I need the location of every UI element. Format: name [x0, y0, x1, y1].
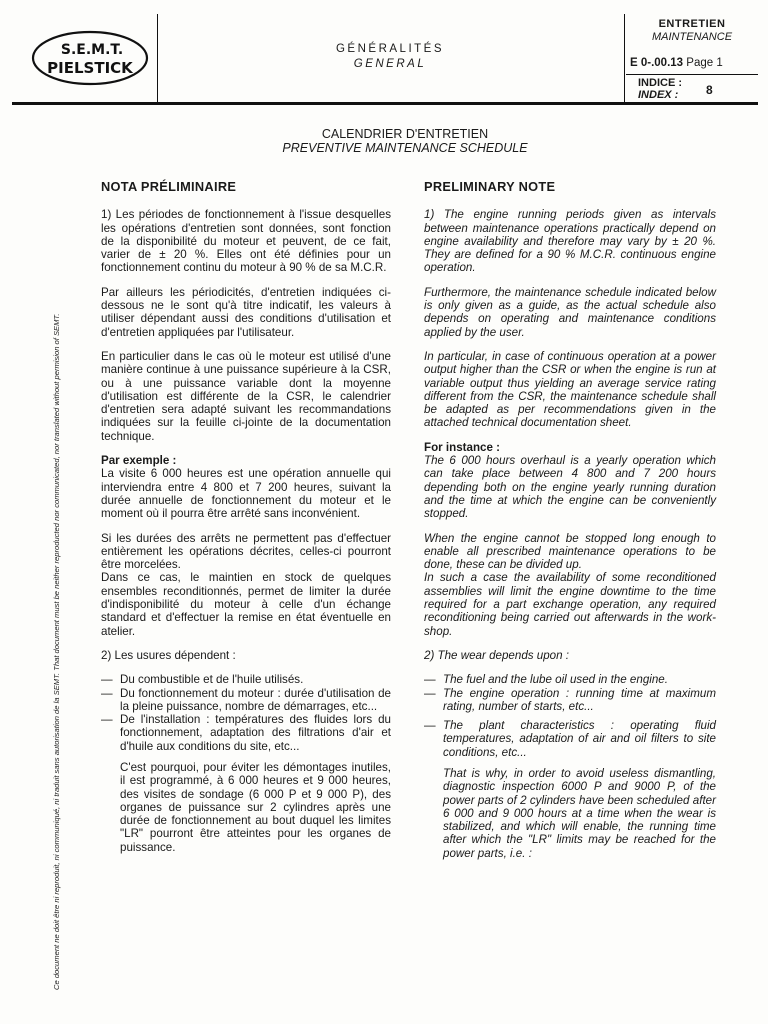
- list-item: — The engine operation : running time at maximum rating, number of starts, etc...: [424, 687, 716, 714]
- index-label-fr: INDICE :: [638, 77, 682, 89]
- category-fr: ENTRETIEN: [658, 18, 726, 30]
- fr-paragraph-5: Si les durées des arrêts ne permettent pas d'effectuer entièrement les opérations décrites, celles-ci pourront être morcelées.: [101, 531, 391, 572]
- copyright-note: Ce document ne doit être ni reproduit, ni communiqué, ni traduit sans autorisation de la SEMT. That document must be neither reproducted nor communicated, nor translated without permision of SEMT.: [52, 313, 61, 990]
- document-code: [630, 57, 723, 69]
- fr-example-label: Par exemple :: [101, 454, 177, 468]
- logo-text-top: S.E.M.T.: [60, 42, 124, 58]
- list-item: — Du combustible et de l'huile utilisés.: [101, 673, 391, 686]
- page-title-en: PREVENTIVE MAINTENANCE SCHEDULE: [282, 141, 528, 155]
- logo-emblem: [30, 28, 150, 88]
- en-paragraph-4: The 6 000 hours overhaul is a yearly operation which can take place between 4 800 and 7 200 hours depending both on the engine yearly running duration and the time at which the engine can be conveniently stopped.: [424, 454, 716, 521]
- fr-paragraph-2: Par ailleurs les périodicités, d'entretien indiquées ci-dessous ne le sont qu'à titre indicatif, les valeurs à utiliser dépendant aussi des conditions d'utilisation et d'entretien appliquées par l'utilisateur.: [101, 285, 391, 339]
- logo-text-bottom: PIELSTICK: [47, 59, 133, 77]
- fr-paragraph-3: En particulier dans le cas où le moteur est utilisé d'une manière continue à une puissance supérieure à la CSR, ou à une puissance variable dont la moyenne d'utilisation est différente de la CSR, le calendrier d'entretien sera adapté suivant les recommandations indiquées sur la feuille ci-jointe de la documentation technique.: [101, 349, 391, 443]
- french-heading: NOTA PRÉLIMINAIRE: [101, 179, 237, 194]
- document-header: [12, 14, 758, 104]
- index-value: 8: [706, 83, 713, 97]
- french-column: [101, 180, 391, 865]
- english-column: [424, 180, 716, 871]
- section-title: [270, 42, 510, 72]
- page-label: Page 1: [686, 57, 723, 69]
- header-divider: [624, 14, 625, 102]
- index-box: [626, 74, 758, 103]
- semt-pielstick-logo: [30, 28, 150, 88]
- doc-code: E 0-.00.13: [630, 57, 684, 69]
- fr-wear-list: [101, 673, 391, 753]
- fr-paragraph-4: La visite 6 000 heures est une opération annuelle qui interviendra entre 4 800 et 7 200 heures, suivant la durée annuelle de fonctionnement du moteur et le moment où il pourra être arrêté sans inconvénient.: [101, 467, 391, 521]
- list-item: — Du fonctionnement du moteur : durée d'utilisation de la pleine puissance, nombre de démarrages, etc...: [101, 687, 391, 714]
- index-label-en: INDEX :: [638, 89, 679, 101]
- fr-paragraph-6: Dans ce cas, le maintien en stock de quelques ensembles reconditionnés, permet de limiter la durée d'indisponibilité du moteur à celle d'un échange standard et d'effectuer la remise en état éventuelle en atelier.: [101, 571, 391, 638]
- page-title: [230, 127, 580, 155]
- category-label: [626, 18, 758, 44]
- en-paragraph-7: 2) The wear depends upon :: [424, 648, 570, 662]
- en-paragraph-8: That is why, in order to avoid useless dismantling, diagnostic inspection 6000 P and 9000 P, of the power parts of 2 cylinders have been scheduled after 6 000 and 9 000 hours at a time when the wear is stabilized, and which will enable, the running time after which the "LR" limits may be reached for the power parts, i.e. :: [443, 766, 716, 860]
- header-divider: [157, 14, 158, 102]
- fr-paragraph-8: C'est pourquoi, pour éviter les démontages inutiles, il est programmé, à 6 000 heures et 9 000 heures, des visites de sondage (6 000 P et 9 000 P), des organes de puissance sur 2 cylindres après une durée de fonctionnement au bout duquel les limites "LR" pourront être atteintes pour les organes de puissance.: [120, 760, 391, 854]
- en-paragraph-5: When the engine cannot be stopped long enough to enable all prescribed maintenance operations to be done, these can be divided up.: [424, 531, 716, 572]
- en-example-label: For instance :: [424, 440, 501, 454]
- document-reference: [626, 14, 758, 102]
- en-wear-list: [424, 673, 716, 759]
- list-item: — The fuel and the lube oil used in the engine.: [424, 673, 716, 686]
- en-paragraph-2: Furthermore, the maintenance schedule indicated below is only given as a guide, as the actual schedule also depends on operating and maintenance conditions applied by the user.: [424, 285, 716, 339]
- section-title-en: GENERAL: [353, 58, 427, 70]
- en-paragraph-6: In such a case the availability of some reconditioned assemblies will limit the engine downtime to the time required for a part exchange operation, any required reconditioning being carried out afterwards in the work-shop.: [424, 571, 716, 638]
- list-item: — De l'installation : températures des fluides lors du fonctionnement, adaptation des filtrations d'air et d'huile aux conditions du site, etc...: [101, 713, 391, 753]
- english-heading: PRELIMINARY NOTE: [424, 179, 556, 194]
- list-item: — The plant characteristics : operating fluid temperatures, adaptation of air and oil filters to site conditions, etc...: [424, 719, 716, 759]
- category-en: MAINTENANCE: [651, 31, 733, 43]
- en-paragraph-3: In particular, in case of continuous operation at a power output higher than the CSR or when the engine is run at variable output thus yielding an average service rating different from the CSR, the maintenance schedule shall be adapted as per recommendations given in the attached technical documentation sheet.: [424, 349, 716, 430]
- section-title-fr: GÉNÉRALITÉS: [335, 43, 445, 55]
- index-label: [638, 77, 682, 101]
- fr-paragraph-7: 2) Les usures dépendent :: [101, 648, 236, 662]
- fr-paragraph-1: 1) Les périodes de fonctionnement à l'issue desquelles les opérations d'entretien sont données, sont fonction de la disponibilité du moteur et peuvent, de ce fait, varier de ± 20 %. Elles ont été définies pour un fonctionnement continu du moteur à 90 % de sa M.C.R.: [101, 208, 391, 275]
- page-title-fr: CALENDRIER D'ENTRETIEN: [321, 127, 489, 141]
- en-paragraph-1: 1) The engine running periods given as intervals between maintenance operations practically depend on engine availability and therefore may vary by ± 20 %. They are defined for a 90 % M.C.R. continuous engine operation.: [424, 208, 716, 275]
